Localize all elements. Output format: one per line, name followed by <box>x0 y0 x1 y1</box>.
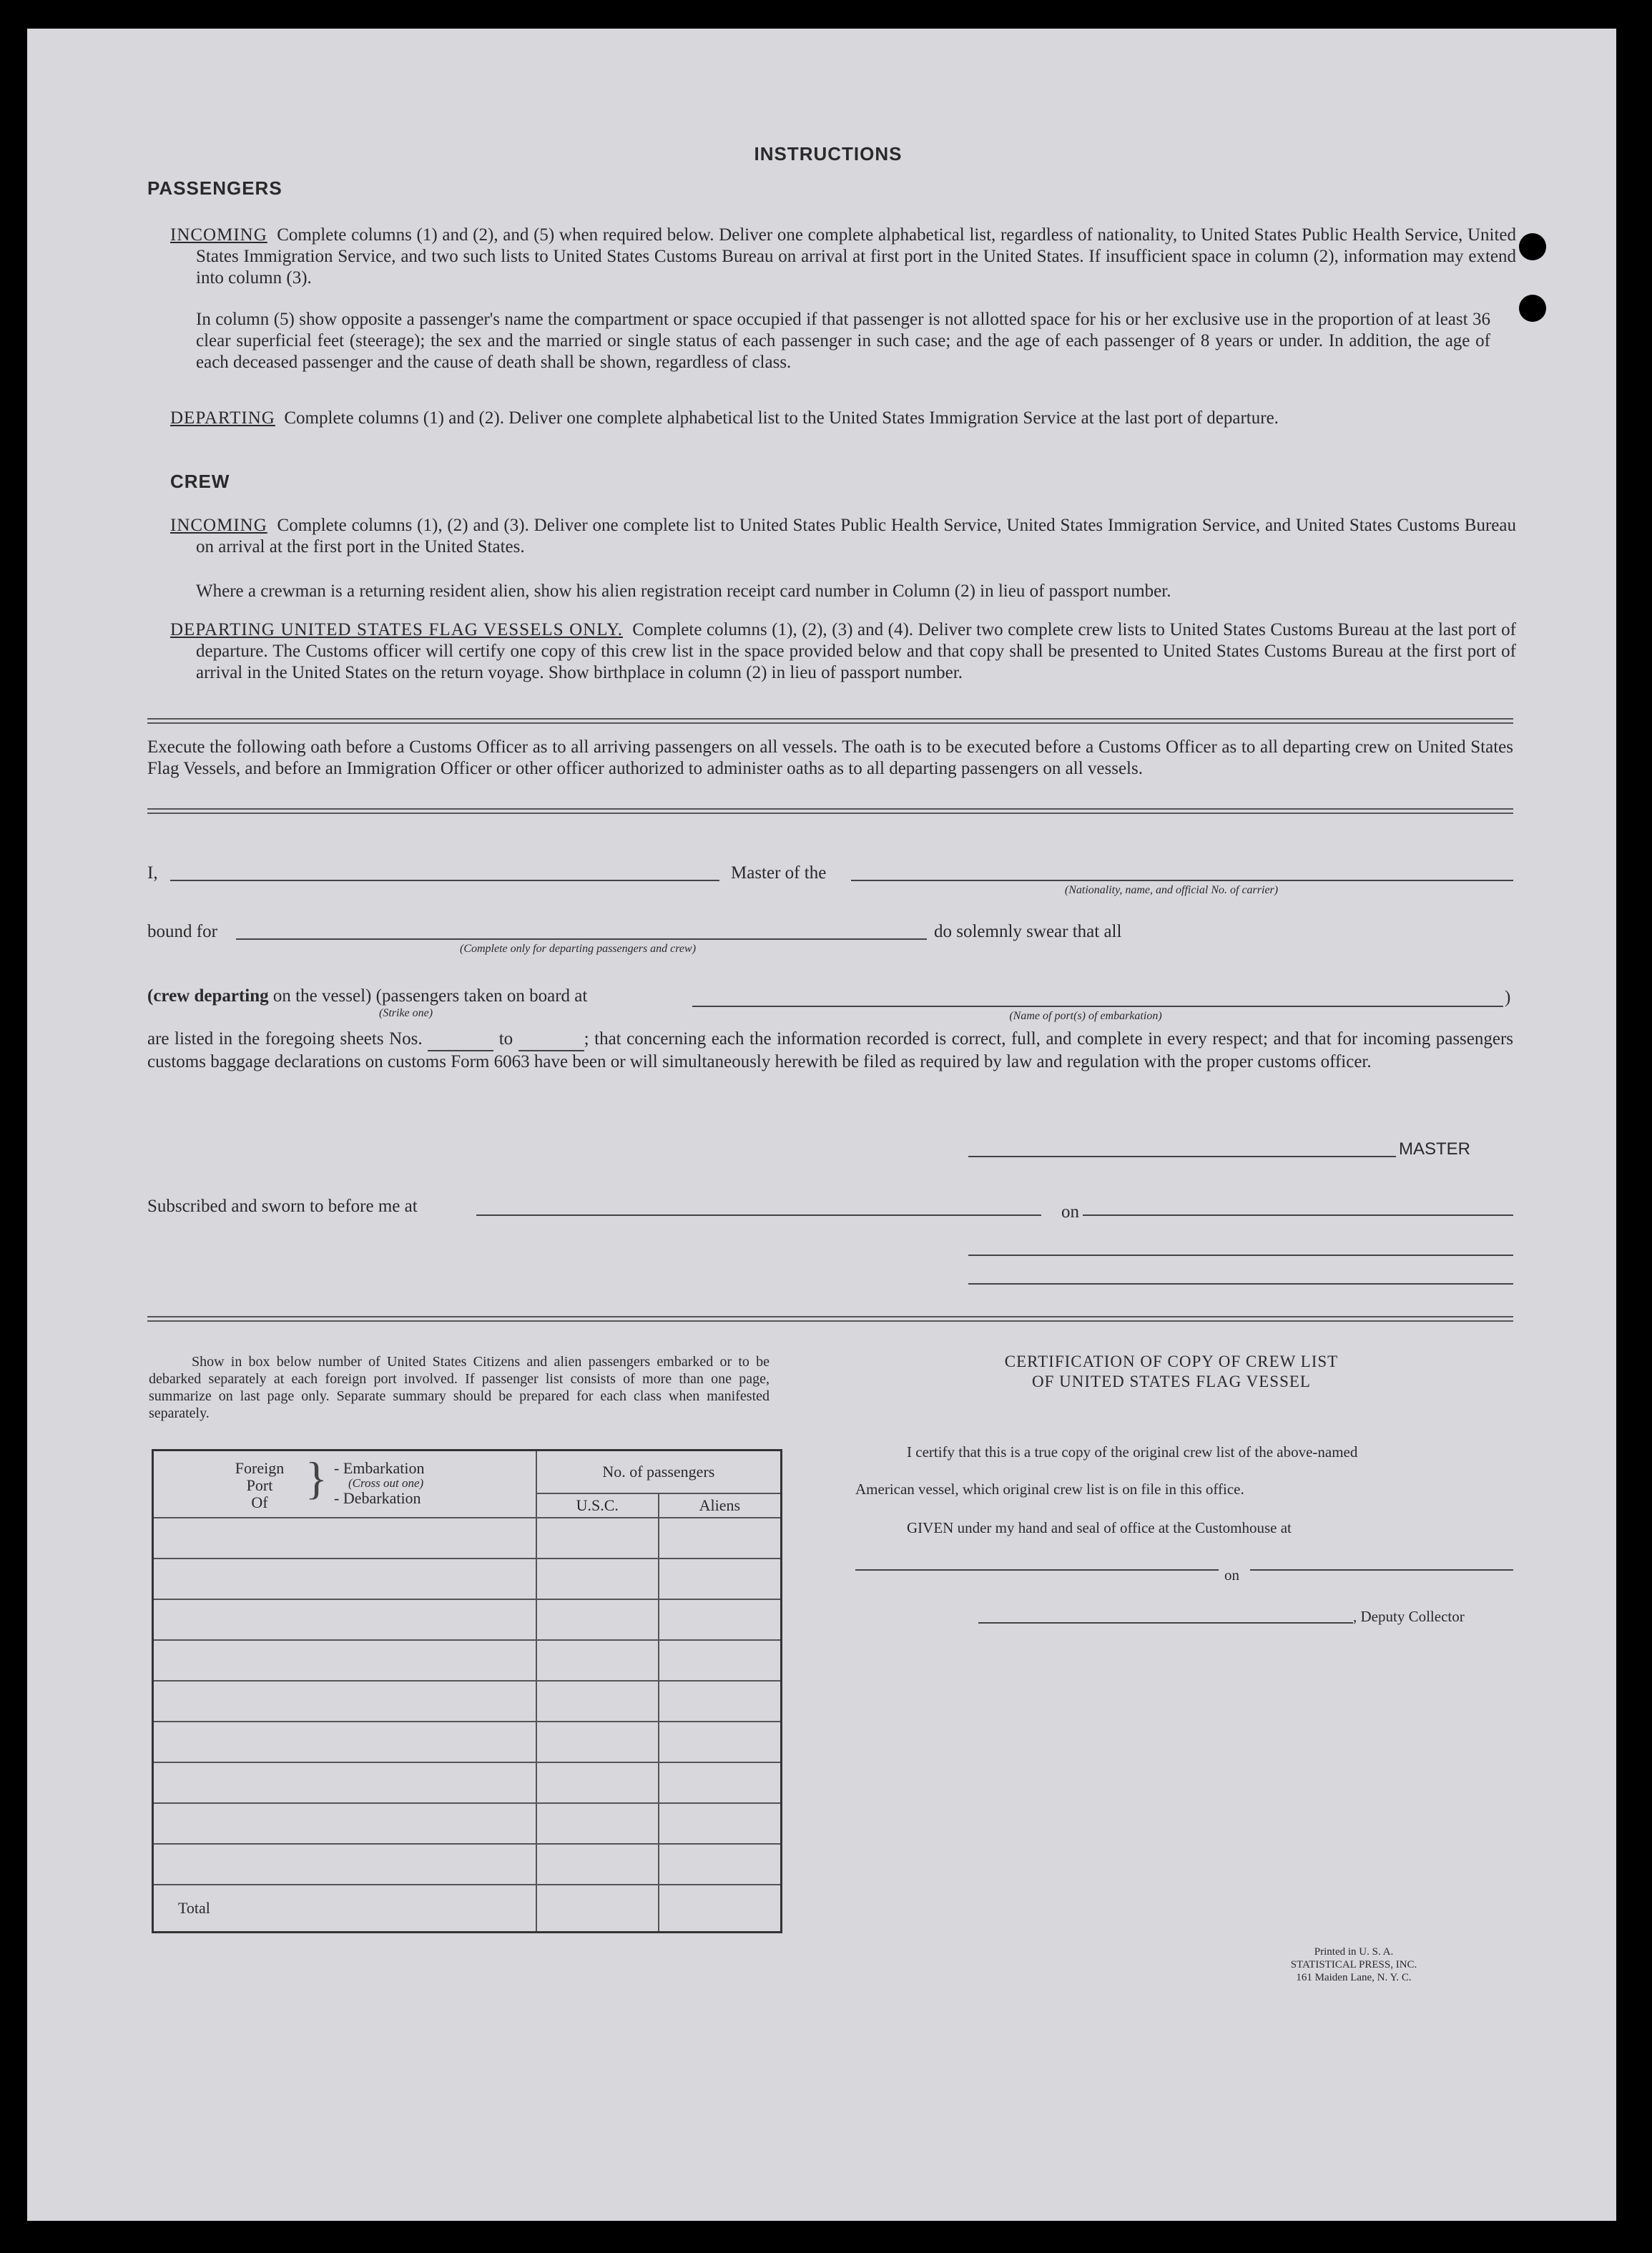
divider-double-1 <box>147 718 1513 724</box>
customhouse-field[interactable] <box>855 1569 1219 1571</box>
brace: } <box>305 1453 328 1503</box>
bound-for-caption: (Complete only for departing passengers and crew) <box>459 943 697 955</box>
passenger-summary-table <box>152 1449 782 1933</box>
usc-cell[interactable] <box>536 1640 659 1681</box>
aliens-cell[interactable] <box>659 1722 782 1762</box>
divider-double-2 <box>147 808 1513 814</box>
debarkation-label[interactable]: - Debarkation <box>334 1489 421 1507</box>
certification-title-line2: OF UNITED STATES FLAG VESSEL <box>1032 1373 1311 1390</box>
master-signature-field[interactable] <box>968 1156 1396 1157</box>
foreign-port-header <box>153 1451 536 1518</box>
passengers-heading: PASSENGERS <box>147 177 282 199</box>
total-aliens-cell[interactable] <box>659 1885 782 1932</box>
passengers-incoming-text: Complete columns (1) and (2), and (5) when required below. Deliver one complete alphabetical list, regardless of nationality, to United States Public Health Service, United States Immigration Service, and two such lists to United States Customs Bureau on arrival at first port in the United States. If insufficient space in column (2), information may extend into column (3). <box>196 225 1516 288</box>
crew-incoming-text: Complete columns (1), (2) and (3). Deliver one complete list to United States Public Health Service, United States Immigration Service, and United States Customs Bureau on arrival at the first port in the United States. <box>196 516 1516 556</box>
port-cell[interactable] <box>153 1640 536 1681</box>
divider-double-3 <box>147 1316 1513 1322</box>
certification-date-field[interactable] <box>1250 1569 1513 1571</box>
oath-statement <box>147 1029 1513 1073</box>
aliens-cell[interactable] <box>659 1599 782 1640</box>
crew-passenger-choice <box>147 986 587 1007</box>
crew-incoming-label: INCOMING <box>170 516 267 535</box>
certification-title-line1: CERTIFICATION OF COPY OF CREW LIST <box>1004 1353 1339 1370</box>
passengers-incoming-instruction <box>170 225 1516 289</box>
crew-resident-alien-instruction: Where a crewman is a returning resident alien, show his alien registration receipt card number in Column (2) in lieu of passport number. <box>196 581 1171 601</box>
crew-departing-text: Complete columns (1), (2), (3) and (4). Deliver two complete crew lists to United States Customs Bureau at the last port of departure. The Customs officer will certify one copy of this crew list in the space provided below and that copy shall be presented to United States Customs Bureau at the first port of arrival in the United States on the return voyage. Show birthplace in column (2) in lieu of passport number. <box>196 620 1516 682</box>
port-label: Port <box>246 1476 273 1494</box>
aliens-cell[interactable] <box>659 1762 782 1803</box>
crew-departing-instruction <box>170 619 1516 684</box>
master-name-field[interactable] <box>170 880 719 881</box>
passengers-departing-text: Complete columns (1) and (2). Deliver one complete alphabetical list to the United States Immigration Service at the last port of departure. <box>284 408 1279 428</box>
crew-departing-label: DEPARTING UNITED STATES FLAG VESSELS ONLY. <box>170 620 624 639</box>
certify-text: I certify that this is a true copy of the original crew list of the above-named <box>907 1443 1358 1461</box>
passengers-departing-label: DEPARTING <box>170 408 275 428</box>
oath-i-label: I, <box>147 863 158 883</box>
port-caption: (Name of port(s) of embarkation) <box>1009 1010 1162 1022</box>
bound-for-label: bound for <box>147 922 217 941</box>
carrier-caption: (Nationality, name, and official No. of carrier) <box>1064 884 1279 896</box>
certification-on-label: on <box>1224 1566 1239 1584</box>
aliens-cell[interactable] <box>659 1518 782 1559</box>
no-passengers-header: No. of passengers <box>536 1451 782 1493</box>
officer-signature-field-1[interactable] <box>968 1255 1513 1256</box>
bound-for-field[interactable] <box>236 938 927 940</box>
port-cell[interactable] <box>153 1762 536 1803</box>
aliens-header: Aliens <box>659 1493 782 1518</box>
form-page <box>27 29 1616 2221</box>
summary-note: Show in box below number of United States Citizens and alien passengers embarked or to be debarked separately at each foreign port involved. If passenger list consists of more than one page, summarize on last page only. Separate summary should be prepared for each class when manifested separately. <box>149 1354 770 1421</box>
printer-line2: STATISTICAL PRESS, INC. <box>1290 1959 1417 1970</box>
usc-cell[interactable] <box>536 1599 659 1640</box>
usc-cell[interactable] <box>536 1844 659 1885</box>
swear-text: do solemnly swear that all <box>934 922 1122 941</box>
passengers-incoming-label: INCOMING <box>170 225 267 245</box>
given-text: GIVEN under my hand and seal of office at the Customhouse at <box>907 1519 1292 1536</box>
port-cell[interactable] <box>153 1559 536 1599</box>
certification-title <box>914 1352 1429 1392</box>
punch-hole-top <box>1519 233 1546 260</box>
crew-heading: CREW <box>170 471 230 492</box>
usc-cell[interactable] <box>536 1803 659 1844</box>
to-label: to <box>498 1029 513 1049</box>
crew-departing-bold: (crew departing <box>147 986 269 1006</box>
crew-incoming-instruction <box>170 515 1516 558</box>
crew-departing-rest: on the vessel) (passengers taken on board at <box>272 986 588 1006</box>
officer-signature-field-2[interactable] <box>968 1283 1513 1285</box>
usc-cell[interactable] <box>536 1722 659 1762</box>
deputy-collector-signature-field[interactable] <box>978 1622 1353 1624</box>
usc-cell[interactable] <box>536 1762 659 1803</box>
oath-instruction: Execute the following oath before a Customs Officer as to all arriving passengers on all vessels. The oath is to be executed before a Customs Officer as to all departing crew on United States Flag Vessels, and before an Immigration Officer or other officer authorized to administer oaths as to all departing passengers on all vessels. <box>147 737 1513 778</box>
carrier-field[interactable] <box>851 880 1513 881</box>
printer-line1: Printed in U. S. A. <box>1314 1946 1394 1958</box>
usc-cell[interactable] <box>536 1559 659 1599</box>
master-of-label: Master of the <box>731 863 827 883</box>
listed-rest: ; that concerning each the information recorded is correct, full, and complete in every respect; and that for incoming passengers customs baggage declarations on customs Form 6063 have been or will simultaneously herewith be filed as required by law and regulation with the proper customs officer. <box>147 1029 1514 1071</box>
port-cell[interactable] <box>153 1803 536 1844</box>
printer-line3: 161 Maiden Lane, N. Y. C. <box>1296 1972 1412 1983</box>
passengers-departing-instruction <box>170 408 1516 429</box>
of-label: Of <box>251 1493 268 1511</box>
master-label: MASTER <box>1399 1139 1471 1159</box>
close-paren: ) <box>1505 988 1511 1007</box>
foreign-label: Foreign <box>235 1459 285 1477</box>
total-label-cell <box>153 1885 536 1932</box>
port-cell[interactable] <box>153 1844 536 1885</box>
embarkation-label[interactable]: - Embarkation <box>334 1459 425 1477</box>
aliens-cell[interactable] <box>659 1681 782 1722</box>
usc-cell[interactable] <box>536 1518 659 1559</box>
passengers-column5-instruction: In column (5) show opposite a passenger's name the compartment or space occupied if that passenger is not allotted space for his or her exclusive use in the proportion of at least 36 clear superficial feet (steerage); the sex and the married or single status of each passenger in such case; and the age of each passenger of 8 years or under. In addition, the age of each deceased passenger and the cause of death shall be shown, regardless of class. <box>196 310 1490 372</box>
vessel-text: American vessel, which original crew list is on file in this office. <box>855 1481 1244 1498</box>
usc-header: U.S.C. <box>536 1493 659 1518</box>
aliens-cell[interactable] <box>659 1844 782 1885</box>
subscribed-place-field[interactable] <box>476 1214 1041 1216</box>
aliens-cell[interactable] <box>659 1640 782 1681</box>
subscribed-label: Subscribed and sworn to before me at <box>147 1197 418 1216</box>
usc-cell[interactable] <box>536 1681 659 1722</box>
listed-prefix: are listed in the foregoing sheets Nos. <box>147 1029 423 1049</box>
total-usc-cell[interactable] <box>536 1885 659 1932</box>
sheet-to-field[interactable] <box>518 1029 584 1051</box>
printer-imprint <box>1257 1945 1450 1984</box>
aliens-cell[interactable] <box>659 1559 782 1599</box>
port-cell[interactable] <box>153 1599 536 1640</box>
cross-out-caption: (Cross out one) <box>348 1476 424 1490</box>
port-cell[interactable] <box>153 1681 536 1722</box>
subscribed-on-label: on <box>1061 1202 1079 1222</box>
total-label: Total <box>178 1898 210 1917</box>
strike-caption: (Strike one) <box>379 1007 433 1019</box>
port-cell[interactable] <box>153 1518 536 1559</box>
sheet-from-field[interactable] <box>428 1029 493 1051</box>
port-cell[interactable] <box>153 1722 536 1762</box>
aliens-cell[interactable] <box>659 1803 782 1844</box>
instructions-title: INSTRUCTIONS <box>754 143 903 165</box>
subscribed-date-field[interactable] <box>1083 1214 1513 1216</box>
embarkation-port-field[interactable] <box>692 1006 1503 1007</box>
deputy-collector-label: , Deputy Collector <box>1353 1608 1465 1625</box>
punch-hole-bottom <box>1519 295 1546 322</box>
